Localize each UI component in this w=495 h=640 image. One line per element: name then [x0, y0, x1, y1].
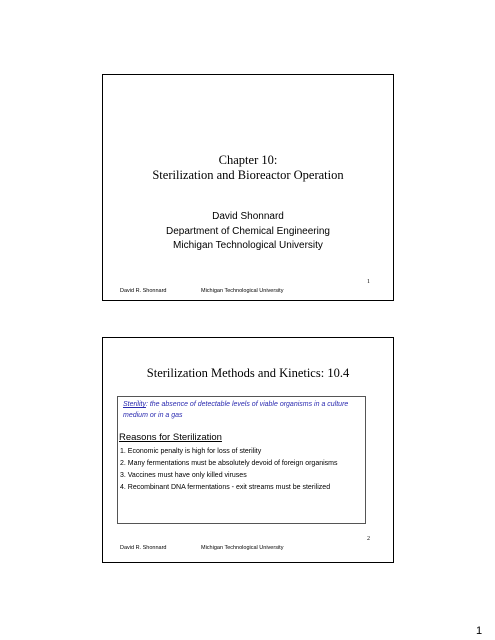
footer-university: Michigan Technological University — [201, 545, 284, 551]
content-box — [117, 396, 366, 524]
slide-1-title — [103, 153, 393, 183]
footer-author: David R. Shonnard — [120, 545, 167, 551]
list-item: 4. Recombinant DNA fermentations - exit streams must be sterilized — [120, 484, 331, 491]
department: Department of Chemical Engineering — [166, 225, 330, 237]
list-item: 1. Economic penalty is high for loss of sterility — [120, 448, 262, 455]
document-page-number: 1 — [476, 625, 483, 637]
author-block — [103, 210, 393, 254]
slide-page-number: 1 — [367, 279, 370, 285]
reasons-heading: Reasons for Sterilization — [119, 432, 222, 443]
reasons-list — [120, 446, 360, 494]
slide-1-title-line-2: Sterilization and Bioreactor Operation — [152, 168, 344, 182]
author-name: David Shonnard — [212, 211, 284, 222]
slide-page-number: 2 — [367, 536, 370, 542]
list-item: 2. Many fermentations must be absolutely devoid of foreign organisms — [120, 460, 338, 467]
footer-university: Michigan Technological University — [201, 288, 284, 294]
university: Michigan Technological University — [173, 240, 323, 251]
slide-1 — [102, 74, 394, 301]
definition-term: Sterility — [123, 401, 146, 408]
slide-2-title: Sterilization Methods and Kinetics: 10.4 — [146, 366, 350, 380]
slide-2 — [102, 337, 394, 563]
footer-author: David R. Shonnard — [120, 288, 167, 294]
slide-1-title-line-1: Chapter 10: — [218, 153, 278, 167]
definition-text: : the absence of detectable levels of viable organisms in a culture medium or in a gas — [123, 401, 349, 419]
sterility-definition — [123, 399, 361, 421]
list-item: 3. Vaccines must have only killed viruses — [120, 472, 247, 479]
